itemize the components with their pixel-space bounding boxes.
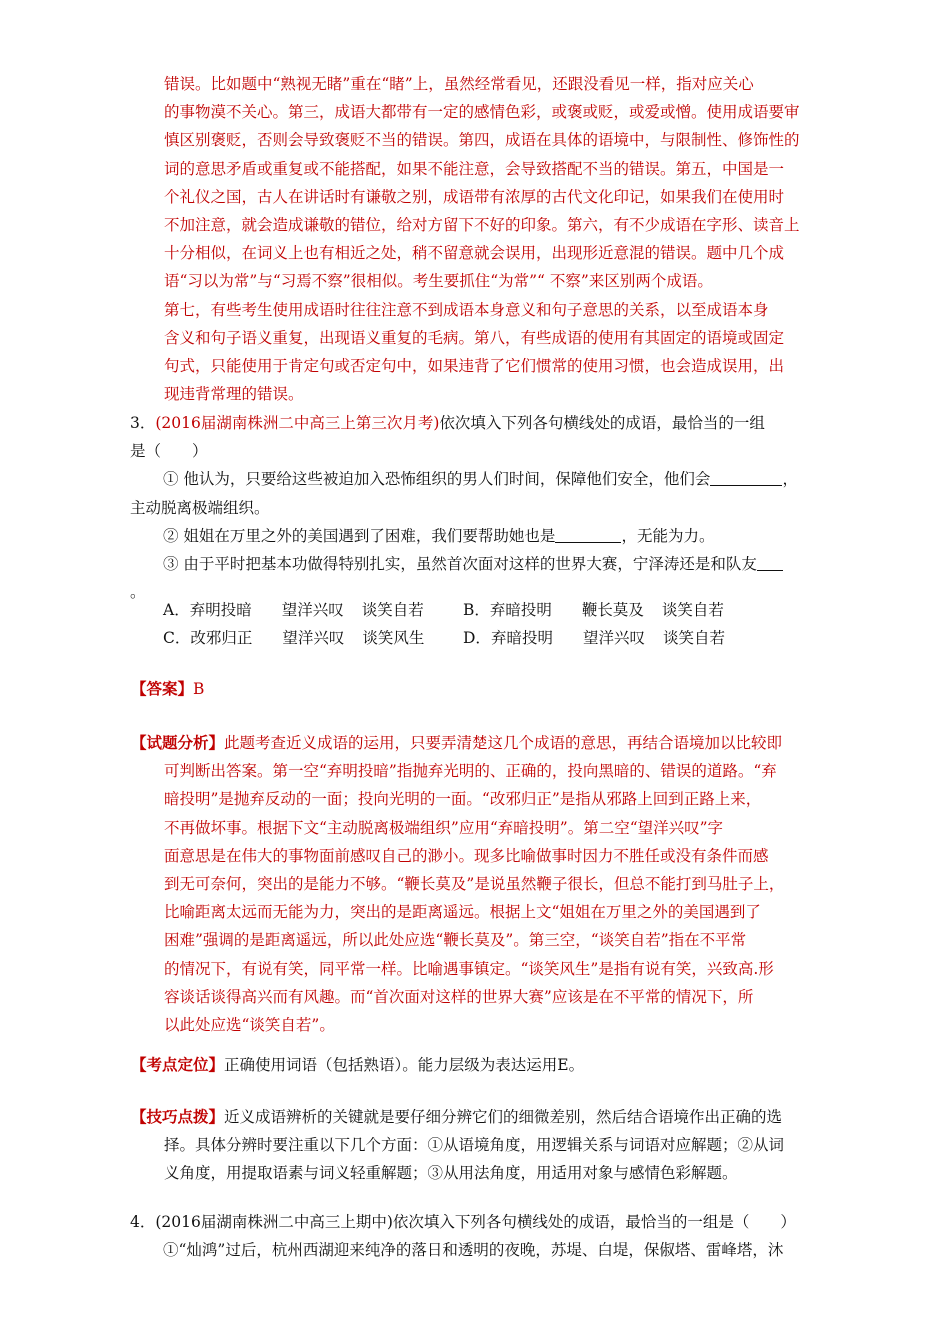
analysis-line: 十分相似，在词义上也有相近之处，稍不留意就会误用，出现形近意混的错误。题中几个成 <box>164 244 785 263</box>
analysis-line: 可判断出答案。第一空“弃明投暗”指抛弃光明的、正确的，投向黑暗的、错误的道路。“弃 <box>164 762 777 781</box>
jiqiao-line: 择。具体分辨时要注重以下几个方面：①从语境角度，用逻辑关系与词语对应解题；②从词 <box>164 1136 785 1155</box>
kaodian-tag: 【考点定位】 <box>131 1055 225 1074</box>
kaodian-text: 正确使用词语（包括熟语）。能力层级为表达运用E。 <box>224 1056 585 1074</box>
analysis-line: 含义和句子语义重复，出现语义重复的毛病。第八，有些成语的使用有其固定的语境或固定 <box>164 328 785 347</box>
question-source: (2016届湖南株洲二中高三上第三次月考) <box>155 414 440 432</box>
analysis-line: 暗投明”是抛弃反动的一面；投向光明的一面。“改邪归正”是指从邪路上回到正路上来， <box>164 790 762 809</box>
sentence-3-end: 。 <box>130 583 146 602</box>
analysis-line: 以此处应选“谈笑自若”。 <box>164 1016 335 1035</box>
analysis-line: 面意思是在伟大的事物面前感叹自己的渺小。现多比喻做事时因力不胜任或没有条件而感 <box>164 846 769 865</box>
sentence-2 <box>130 522 830 550</box>
sentence-1 <box>130 465 830 493</box>
jiqiao-line: 义角度，用提取语素与词义轻重解题；③从用法角度，用适用对象与感情色彩解题。 <box>164 1164 738 1183</box>
analysis-line: 词的意思矛盾或重复或不能搭配，如果不能注意，会导致搭配不当的错误。第五，中国是一 <box>164 159 785 178</box>
sentence-3 <box>130 550 830 578</box>
question-4-stem <box>130 1208 830 1236</box>
analysis-line: 语“习以为常”与“习焉不察”很相似。考生要抓住“为常”“ 不察”来区别两个成语。 <box>164 272 713 291</box>
jiqiao-tag: 【技巧点拨】 <box>131 1107 225 1126</box>
options <box>163 596 843 652</box>
answer <box>131 675 731 703</box>
question-3-stem <box>130 409 830 437</box>
jiqiao: 【技巧点拨】近义成语辨析的关键就是要仔细分辨它们的细微差别，然后结合语境作出正确的选 择。具体分辨时要注重以下几个方面：①从语境角度，用逻辑关系与词语对应解题；②从词 义角度，用提取语素与词义轻重解题；③从用法角度，用适用对象与感情色彩解题。 <box>131 1103 831 1188</box>
analysis-tag: 【试题分析】 <box>131 733 225 752</box>
analysis-continued <box>164 70 834 408</box>
analysis-line: 现违背常理的错误。 <box>164 385 304 404</box>
blank-3 <box>757 552 783 571</box>
question-number: 3． <box>130 414 156 432</box>
analysis-line: 第七，有些考生使用成语时往往注意不到成语本身意义和句子意思的关系，以至成语本身 <box>164 300 769 319</box>
kaodian <box>131 1051 831 1079</box>
question-stem: 依次填入下列各句横线处的成语，最恰当的一组是（ ） <box>392 1213 796 1231</box>
analysis-line: 慎区别褒贬，否则会导致褒贬不当的错误。第四，成语在具体的语境中，与限制性、修饰性的 <box>164 131 800 150</box>
sentence-1-cont: 主动脱离极端组织。 <box>130 498 270 517</box>
analysis-line: 到无可奈何，突出的是能力不够。“鞭长莫及”是说虽然鞭子很长，但总不能打到马肚子上， <box>164 875 785 894</box>
question-number: 4． <box>130 1213 156 1231</box>
analysis-line: 的情况下，有说有笑，同平常一样。比喻遇事镇定。“谈笑风生”是指有说有笑，兴致高.形 <box>164 959 774 978</box>
analysis-line: 的事物漠不关心。第三，成语大都带有一定的感情色彩，或褒或贬，或爱或憎。使用成语要审 <box>164 103 800 122</box>
analysis-line: 容谈话谈得高兴而有风趣。而“首次面对这样的世界大赛”应该是在不平常的情况下，所 <box>164 987 754 1006</box>
analysis-line: 比喻距离太远而无能为力，突出的是距离遥远。根据上文“姐姐在万里之外的美国遇到了 <box>164 903 761 922</box>
options-row-2 <box>163 624 843 652</box>
answer-value: B <box>193 680 205 698</box>
question-analysis <box>131 729 831 1039</box>
sentence-1-text: ① 他认为，只要给这些被迫加入恐怖组织的男人们时间，保障他们安全，他们会 <box>163 470 711 489</box>
sentence-2-text: ② 姐姐在万里之外的美国遇到了困难，我们要帮助她也是 <box>163 526 556 545</box>
analysis-line: 句式，只能使用于肯定句或否定句中，如果违背了它们惯常的使用习惯，也会造成误用，出 <box>164 357 785 376</box>
analysis-line: 困难”强调的是距离遥远，所以此处应选“鞭长莫及”。第三空，“谈笑自若”指在不平常 <box>164 931 747 950</box>
options-row-1 <box>163 596 843 624</box>
question-3 <box>130 409 830 606</box>
question-source: (2016届湖南株洲二中高三上期中) <box>155 1213 393 1231</box>
question-3-stem-end: 是（ ） <box>130 442 208 461</box>
analysis-line: 错误。比如题中“熟视无睹”重在“睹”上，虽然经常看见，还跟没看见一样，指对应关心 <box>164 75 754 93</box>
analysis-line: 个礼仪之国，古人在讲话时有谦敬之别，成语带有浓厚的古代文化印记，如果我们在使用时 <box>164 187 785 206</box>
question-stem: 依次填入下列各句横线处的成语，最恰当的一组 <box>439 414 765 432</box>
option-d: D．弃暗投明 望洋兴叹 谈笑自若 <box>463 629 725 647</box>
analysis-line: 【试题分析】此题考查近义成语的运用，只要弄清楚这几个成语的意思，再结合语境加以比较即 <box>131 733 783 752</box>
analysis-line: 不再做坏事。根据下文“主动脱离极端组织”应用“弃暗投明”。第二空“望洋兴叹”字 <box>164 818 724 837</box>
sentence-2-end: ，无能为力。 <box>621 526 715 545</box>
sentence-1: ①“灿鸿”过后，杭州西湖迎来纯净的落日和透明的夜晚，苏堤、白堤，保俶塔、雷峰塔，沐 <box>163 1241 784 1260</box>
option-b: B．弃暗投明 鞭长莫及 谈笑自若 <box>463 601 724 619</box>
blank-1 <box>710 467 782 486</box>
analysis-line: 不加注意，就会造成谦敬的错位，给对方留下不好的印象。第六，有不少成语在字形、读音上 <box>164 216 800 235</box>
sentence-1-punct: ， <box>782 470 798 489</box>
option-a: A．弃明投暗 望洋兴叹 谈笑自若 <box>163 601 424 619</box>
sentence-3-text: ③ 由于平时把基本功做得特别扎实，虽然首次面对这样的世界大赛，宁泽涛还是和队友 <box>163 555 757 574</box>
option-c: C．改邪归正 望洋兴叹 谈笑风生 <box>163 629 425 647</box>
blank-2 <box>555 524 621 543</box>
question-4 <box>130 1208 830 1264</box>
answer-tag: 【答案】 <box>131 679 194 698</box>
